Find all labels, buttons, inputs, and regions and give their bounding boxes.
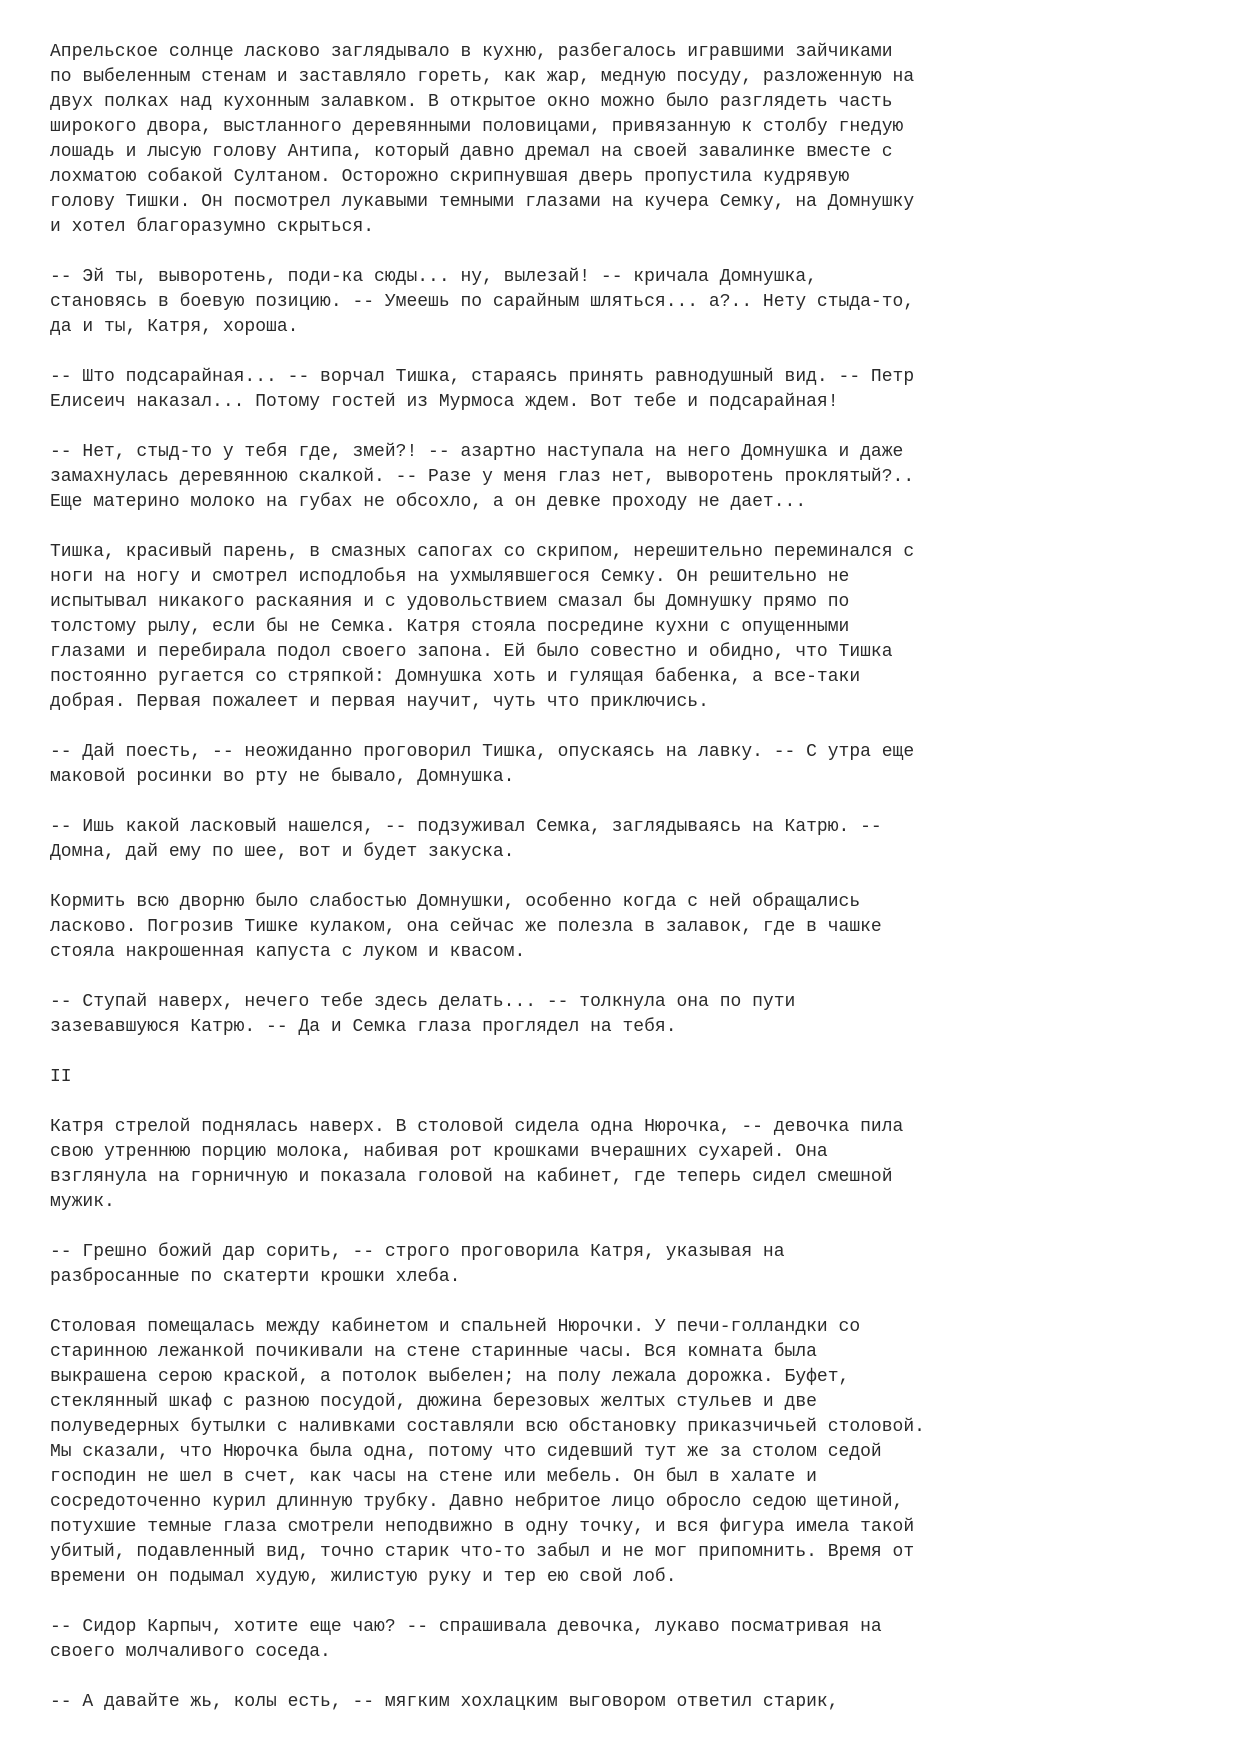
- text-line: испытывал никакого раскаяния и с удовольствием смазал бы Домнушку прямо по: [50, 592, 850, 612]
- text-line: -- Сидор Карпыч, хотите еще чаю? -- спрашивала девочка, лукаво посматривая на: [50, 1617, 882, 1637]
- text-line: -- Эй ты, выворотень, поди-ка сюды... ну, вылезай! -- кричала Домнушка,: [50, 267, 817, 287]
- paragraph: [50, 1690, 1210, 1715]
- text-line: зазевавшуюся Катрю. -- Да и Семка глаза проглядел на тебя.: [50, 1017, 677, 1037]
- text-line: постоянно ругается со стряпкой: Домнушка хоть и гулящая бабенка, а все-таки: [50, 667, 861, 687]
- paragraph: [50, 1615, 1210, 1665]
- text-line: -- Ступай наверх, нечего тебе здесь делать... -- толкнула она по пути: [50, 992, 796, 1012]
- text-line: -- А давайте жь, колы есть, -- мягким хохлацким выговором ответил старик,: [50, 1692, 839, 1712]
- paragraph: [50, 1240, 1210, 1290]
- paragraph: [50, 265, 1210, 340]
- paragraph: [50, 740, 1210, 790]
- text-line: добрая. Первая пожалеет и первая научит, чуть что приключись.: [50, 692, 709, 712]
- text-line: да и ты, Катря, хороша.: [50, 317, 299, 337]
- text-line: широкого двора, выстланного деревянными половицами, привязанную к столбу гнедую: [50, 117, 904, 137]
- text-line: голову Тишки. Он посмотрел лукавыми темными глазами на кучера Семку, на Домнушку: [50, 192, 915, 212]
- text-line: взглянула на горничную и показала головой на кабинет, где теперь сидел смешной: [50, 1167, 893, 1187]
- text-line: убитый, подавленный вид, точно старик что-то забыл и не мог припомнить. Время от: [50, 1542, 915, 1562]
- text-line: своего молчаливого соседа.: [50, 1642, 331, 1662]
- text-line: стеклянный шкаф с разною посудой, дюжина березовых желтых стульев и две: [50, 1392, 817, 1412]
- text-line: Елисеич наказал... Потому гостей из Мурмоса ждем. Вот тебе и подсарайная!: [50, 392, 839, 412]
- text-line: и хотел благоразумно скрыться.: [50, 217, 375, 237]
- paragraph: [50, 815, 1210, 865]
- text-line: по выбеленным стенам и заставляло гореть, как жар, медную посуду, разложенную на: [50, 67, 915, 87]
- text-line: -- Дай поесть, -- неожиданно проговорил Тишка, опускаясь на лавку. -- С утра еще: [50, 742, 915, 762]
- text-line: лошадь и лысую голову Антипа, который давно дремал на своей завалинке вместе с: [50, 142, 893, 162]
- text-line: II: [50, 1067, 72, 1087]
- text-line: стояла накрошенная капуста с луком и квасом.: [50, 942, 526, 962]
- text-line: ноги на ногу и смотрел исподлобья на ухмылявшегося Семку. Он решительно не: [50, 567, 850, 587]
- text-line: полуведерных бутылки с наливками составляли всю обстановку приказчичьей столовой.: [50, 1417, 925, 1437]
- document-page: [50, 40, 1210, 1740]
- text-line: -- Ишь какой ласковый нашелся, -- подзуживал Семка, заглядываясь на Катрю. --: [50, 817, 882, 837]
- text-line: двух полках над кухонным залавком. В открытое окно можно было разглядеть часть: [50, 92, 893, 112]
- paragraph: [50, 440, 1210, 515]
- text-line: потухшие темные глаза смотрели неподвижно в одну точку, и вся фигура имела такой: [50, 1517, 915, 1537]
- text-line: становясь в боевую позицию. -- Умеешь по сарайным шляться... а?.. Нету стыда-то,: [50, 292, 915, 312]
- paragraph: [50, 890, 1210, 965]
- text-line: Кормить всю дворню было слабостью Домнушки, особенно когда с ней обращались: [50, 892, 861, 912]
- paragraph: [50, 1315, 1210, 1590]
- text-line: глазами и перебирала подол своего запона. Ей было совестно и обидно, что Тишка: [50, 642, 893, 662]
- text-line: маковой росинки во рту не бывало, Домнушка.: [50, 767, 515, 787]
- text-line: мужик.: [50, 1192, 115, 1212]
- text-line: лохматою собакой Султаном. Осторожно скрипнувшая дверь пропустила кудрявую: [50, 167, 850, 187]
- paragraph: [50, 990, 1210, 1040]
- paragraph: [50, 1065, 1210, 1090]
- text-line: Апрельское солнце ласково заглядывало в кухню, разбегалось игравшими зайчиками: [50, 42, 893, 62]
- text-line: Катря стрелой поднялась наверх. В столовой сидела одна Нюрочка, -- девочка пила: [50, 1117, 904, 1137]
- text-line: -- Што подсарайная... -- ворчал Тишка, стараясь принять равнодушный вид. -- Петр: [50, 367, 915, 387]
- text-line: замахнулась деревянною скалкой. -- Разе у меня глаз нет, выворотень проклятый?..: [50, 467, 915, 487]
- text-line: свою утреннюю порцию молока, набивая рот крошками вчерашних сухарей. Она: [50, 1142, 828, 1162]
- text-line: -- Нет, стыд-то у тебя где, змей?! -- азартно наступала на него Домнушка и даже: [50, 442, 904, 462]
- text-line: толстому рылу, если бы не Семка. Катря стояла посредине кухни с опущенными: [50, 617, 850, 637]
- text-line: сосредоточенно курил длинную трубку. Давно небритое лицо обросло седою щетиной,: [50, 1492, 904, 1512]
- text-line: выкрашена серою краской, а потолок выбелен; на полу лежала дорожка. Буфет,: [50, 1367, 850, 1387]
- text-line: старинною лежанкой почикивали на стене старинные часы. Вся комната была: [50, 1342, 817, 1362]
- text-line: разбросанные по скатерти крошки хлеба.: [50, 1267, 461, 1287]
- text-line: ласково. Погрозив Тишке кулаком, она сейчас же полезла в залавок, где в чашке: [50, 917, 882, 937]
- text-line: -- Грешно божий дар сорить, -- строго проговорила Катря, указывая на: [50, 1242, 785, 1262]
- text-line: Еще материно молоко на губах не обсохло, а он девке проходу не дает...: [50, 492, 807, 512]
- text-line: Мы сказали, что Нюрочка была одна, потому что сидевший тут же за столом седой: [50, 1442, 882, 1462]
- text-line: времени он подымал худую, жилистую руку и тер ею свой лоб.: [50, 1567, 677, 1587]
- text-line: Тишка, красивый парень, в смазных сапогах со скрипом, нерешительно переминался с: [50, 542, 915, 562]
- paragraph: [50, 365, 1210, 415]
- text-line: Столовая помещалась между кабинетом и спальней Нюрочки. У печи-голландки со: [50, 1317, 861, 1337]
- paragraph: [50, 1115, 1210, 1215]
- paragraph: [50, 40, 1210, 240]
- text-line: Домна, дай ему по шее, вот и будет закуска.: [50, 842, 515, 862]
- paragraph: [50, 540, 1210, 715]
- text-line: господин не шел в счет, как часы на стене или мебель. Он был в халате и: [50, 1467, 817, 1487]
